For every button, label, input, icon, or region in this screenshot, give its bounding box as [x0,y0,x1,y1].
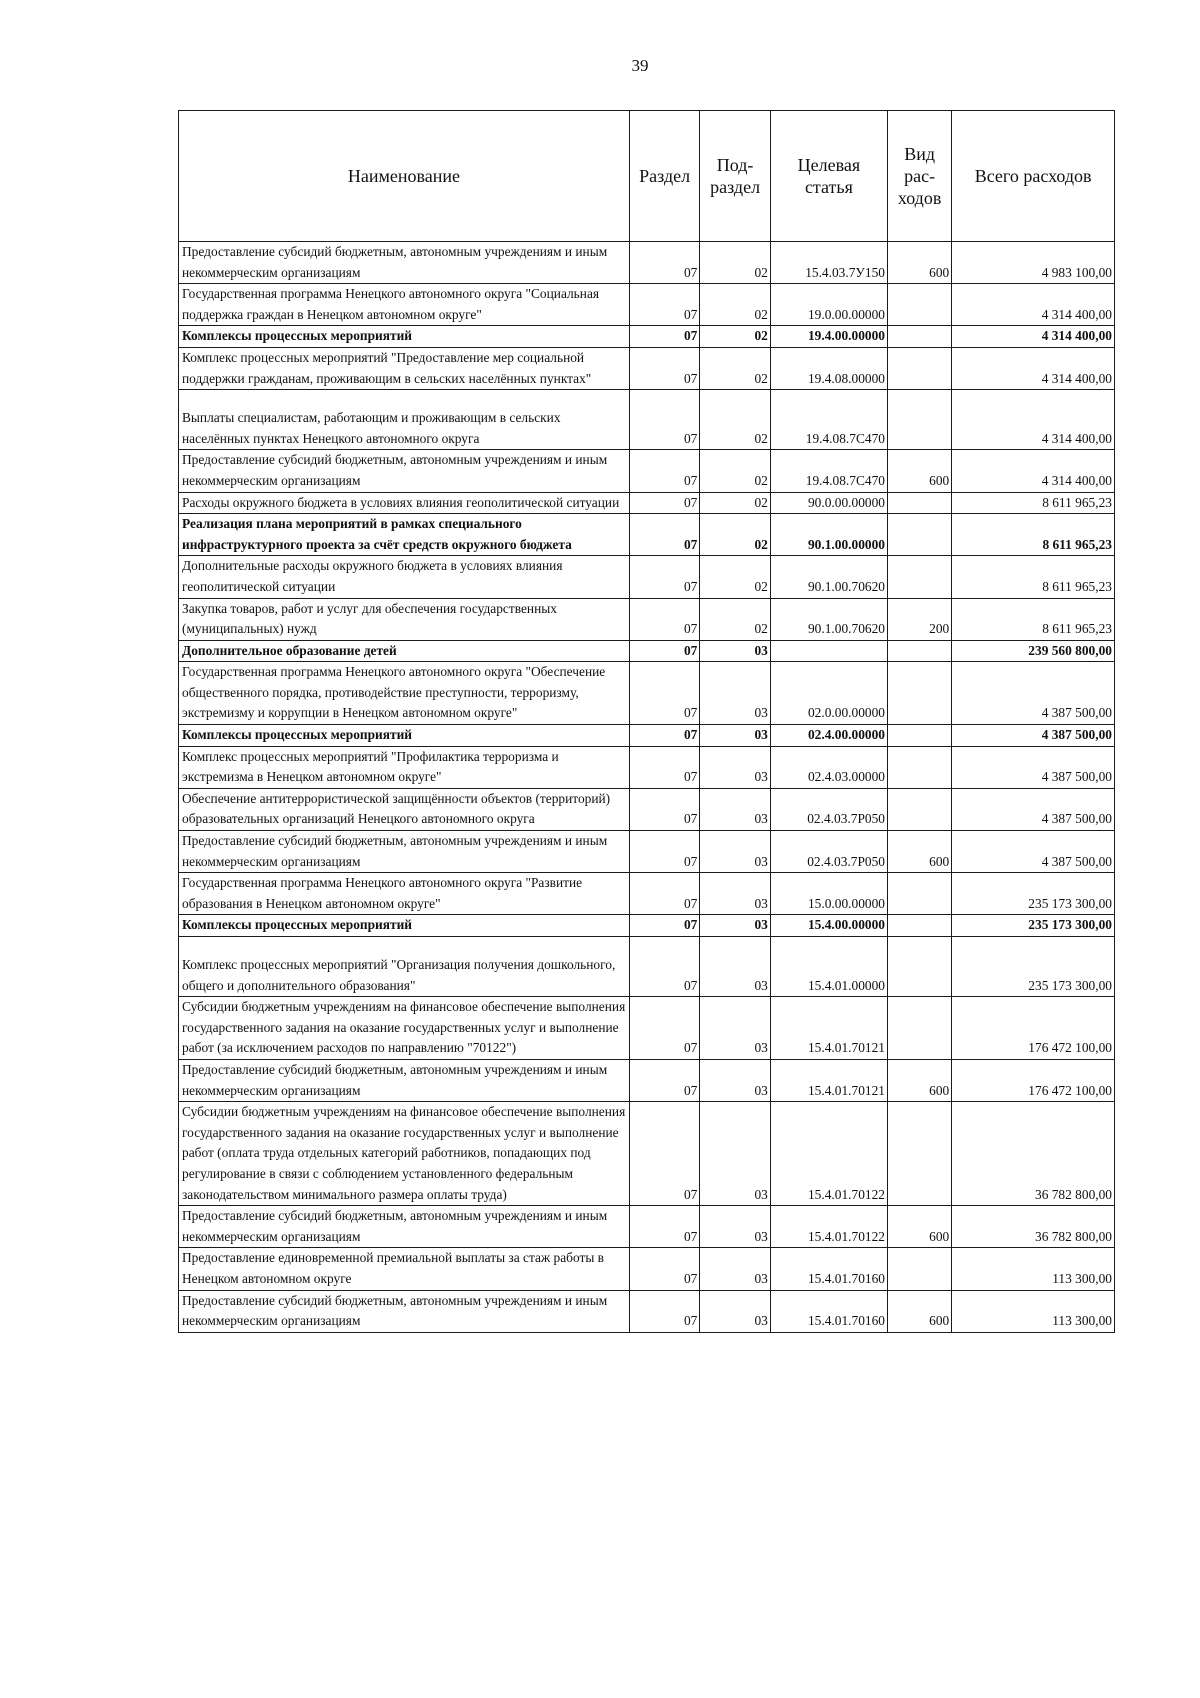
row-total: 36 782 800,00 [952,1102,1115,1206]
row-subsection: 03 [700,725,770,747]
row-subsection: 03 [700,640,770,662]
row-section: 07 [629,514,699,556]
row-total: 113 300,00 [952,1248,1115,1290]
row-section: 07 [629,347,699,389]
header-name: Наименование [179,111,630,242]
row-total: 4 314 400,00 [952,284,1115,326]
budget-table [178,110,1115,1333]
row-expense-kind [887,915,951,937]
row-name: Дополнительные расходы окружного бюджета в условиях влияния геополитической ситуации [179,556,630,598]
table-row [179,492,1115,514]
row-expense-kind [887,937,951,997]
row-target-article: 19.4.08.7С470 [770,450,887,492]
row-expense-kind [887,788,951,830]
row-expense-kind: 600 [887,450,951,492]
row-expense-kind: 600 [887,242,951,284]
row-section: 07 [629,326,699,348]
row-expense-kind [887,347,951,389]
row-target-article [770,640,887,662]
table-row [179,831,1115,873]
table-header-row [179,111,1115,242]
row-total: 4 387 500,00 [952,662,1115,725]
row-subsection: 02 [700,598,770,640]
row-target-article: 15.4.00.00000 [770,915,887,937]
row-total: 4 314 400,00 [952,326,1115,348]
row-name: Предоставление субсидий бюджетным, автономным учреждениям и иным некоммерческим организациям [179,1290,630,1332]
row-expense-kind: 200 [887,598,951,640]
row-target-article: 15.4.01.70122 [770,1206,887,1248]
row-subsection: 03 [700,1290,770,1332]
row-name: Комплекс процессных мероприятий "Организация получения дошкольного, общего и дополнительного образования" [179,937,630,997]
row-subsection: 03 [700,937,770,997]
row-name: Предоставление субсидий бюджетным, автономным учреждениям и иным некоммерческим организациям [179,1059,630,1101]
row-target-article: 90.0.00.00000 [770,492,887,514]
row-expense-kind: 600 [887,831,951,873]
row-total: 36 782 800,00 [952,1206,1115,1248]
row-section: 07 [629,450,699,492]
row-section: 07 [629,1290,699,1332]
row-target-article: 19.4.08.00000 [770,347,887,389]
table-row [179,873,1115,915]
table-row [179,746,1115,788]
row-total: 4 387 500,00 [952,725,1115,747]
table-row [179,514,1115,556]
row-total: 235 173 300,00 [952,937,1115,997]
table-row [179,662,1115,725]
row-target-article: 15.4.01.70160 [770,1290,887,1332]
row-target-article: 15.4.03.7У150 [770,242,887,284]
row-section: 07 [629,390,699,450]
row-subsection: 03 [700,873,770,915]
row-name: Предоставление единовременной премиальной выплаты за стаж работы в Ненецком автономном округе [179,1248,630,1290]
page-number: 39 [631,56,649,75]
row-subsection: 02 [700,242,770,284]
row-expense-kind [887,662,951,725]
row-total: 239 560 800,00 [952,640,1115,662]
row-expense-kind [887,514,951,556]
row-total: 4 983 100,00 [952,242,1115,284]
row-subsection: 02 [700,390,770,450]
row-section: 07 [629,873,699,915]
row-section: 07 [629,937,699,997]
row-expense-kind [887,326,951,348]
row-total: 176 472 100,00 [952,997,1115,1060]
table-row [179,937,1115,997]
row-section: 07 [629,725,699,747]
row-subsection: 03 [700,662,770,725]
row-subsection: 03 [700,997,770,1060]
row-section: 07 [629,915,699,937]
header-target-article: Целевая статья [770,111,887,242]
row-target-article: 19.4.00.00000 [770,326,887,348]
row-name: Комплексы процессных мероприятий [179,725,630,747]
row-subsection: 03 [700,915,770,937]
row-name: Комплексы процессных мероприятий [179,915,630,937]
row-name: Реализация плана мероприятий в рамках специального инфраструктурного проекта за счёт средств окружного бюджета [179,514,630,556]
row-total: 4 387 500,00 [952,831,1115,873]
row-section: 07 [629,997,699,1060]
row-subsection: 03 [700,746,770,788]
row-target-article: 15.4.01.00000 [770,937,887,997]
row-total: 4 314 400,00 [952,390,1115,450]
row-section: 07 [629,831,699,873]
row-expense-kind [887,997,951,1060]
row-subsection: 02 [700,284,770,326]
table-row [179,1248,1115,1290]
row-expense-kind [887,284,951,326]
row-target-article: 15.4.01.70121 [770,997,887,1060]
row-total: 4 314 400,00 [952,450,1115,492]
row-subsection: 03 [700,1248,770,1290]
row-expense-kind [887,640,951,662]
row-section: 07 [629,1248,699,1290]
table-row [179,326,1115,348]
row-target-article: 15.4.01.70121 [770,1059,887,1101]
row-expense-kind [887,556,951,598]
row-subsection: 02 [700,556,770,598]
row-name: Государственная программа Ненецкого автономного округа "Обеспечение общественного порядка, противодействие преступности, терроризму, экстремизму и коррупции в Ненецком автономном округе" [179,662,630,725]
row-section: 07 [629,662,699,725]
row-subsection: 03 [700,831,770,873]
row-target-article: 15.4.01.70122 [770,1102,887,1206]
table-row [179,242,1115,284]
row-subsection: 02 [700,492,770,514]
row-name: Выплаты специалистам, работающим и проживающим в сельских населённых пунктах Ненецкого автономного округа [179,390,630,450]
table-row [179,915,1115,937]
row-expense-kind: 600 [887,1059,951,1101]
row-total: 235 173 300,00 [952,915,1115,937]
row-section: 07 [629,640,699,662]
table-row [179,640,1115,662]
row-section: 07 [629,284,699,326]
table-row [179,725,1115,747]
row-section: 07 [629,1102,699,1206]
row-expense-kind [887,390,951,450]
row-section: 07 [629,1059,699,1101]
row-total: 113 300,00 [952,1290,1115,1332]
row-subsection: 03 [700,1206,770,1248]
row-expense-kind: 600 [887,1290,951,1332]
row-target-article: 02.4.03.7Р050 [770,788,887,830]
row-target-article: 02.4.03.7Р050 [770,831,887,873]
header-subsection: Под-раздел [700,111,770,242]
row-subsection: 02 [700,514,770,556]
row-target-article: 02.4.00.00000 [770,725,887,747]
row-expense-kind: 600 [887,1206,951,1248]
row-target-article: 90.1.00.70620 [770,598,887,640]
table-row [179,1206,1115,1248]
row-total: 4 387 500,00 [952,788,1115,830]
row-name: Комплекс процессных мероприятий "Профилактика терроризма и экстремизма в Ненецком автономном округе" [179,746,630,788]
row-subsection: 03 [700,1102,770,1206]
row-total: 8 611 965,23 [952,598,1115,640]
table-row [179,997,1115,1060]
row-name: Обеспечение антитеррористической защищённости объектов (территорий) образовательных организаций Ненецкого автономного округа [179,788,630,830]
row-subsection: 03 [700,1059,770,1101]
row-expense-kind [887,873,951,915]
row-name: Государственная программа Ненецкого автономного округа "Развитие образования в Ненецком автономном округе" [179,873,630,915]
row-expense-kind [887,725,951,747]
table-row [179,390,1115,450]
row-total: 176 472 100,00 [952,1059,1115,1101]
row-name: Субсидии бюджетным учреждениям на финансовое обеспечение выполнения государственного задания на оказание государственных услуг и выполнение работ (за исключением расходов по направлению "70122") [179,997,630,1060]
row-name: Комплексы процессных мероприятий [179,326,630,348]
table-row [179,1059,1115,1101]
row-name: Государственная программа Ненецкого автономного округа "Социальная поддержка граждан в Ненецком автономном округе" [179,284,630,326]
row-name: Закупка товаров, работ и услуг для обеспечения государственных (муниципальных) нужд [179,598,630,640]
row-target-article: 15.4.01.70160 [770,1248,887,1290]
row-target-article: 90.1.00.00000 [770,514,887,556]
row-section: 07 [629,1206,699,1248]
table-row [179,788,1115,830]
row-expense-kind [887,1248,951,1290]
table-row [179,347,1115,389]
row-target-article: 02.0.00.00000 [770,662,887,725]
row-name: Расходы окружного бюджета в условиях влияния геополитической ситуации [179,492,630,514]
row-name: Предоставление субсидий бюджетным, автономным учреждениям и иным некоммерческим организациям [179,831,630,873]
table-body [179,242,1115,1333]
row-total: 4 314 400,00 [952,347,1115,389]
row-section: 07 [629,598,699,640]
row-section: 07 [629,492,699,514]
row-section: 07 [629,242,699,284]
row-expense-kind [887,746,951,788]
table-row [179,1290,1115,1332]
row-name: Предоставление субсидий бюджетным, автономным учреждениям и иным некоммерческим организациям [179,242,630,284]
row-name: Комплекс процессных мероприятий "Предоставление мер социальной поддержки гражданам, проживающим в сельских населённых пунктах" [179,347,630,389]
row-total: 8 611 965,23 [952,556,1115,598]
header-total-expenses: Всего расходов [952,111,1115,242]
table-row [179,598,1115,640]
header-section: Раздел [629,111,699,242]
row-target-article: 02.4.03.00000 [770,746,887,788]
row-subsection: 02 [700,450,770,492]
table-row [179,450,1115,492]
row-section: 07 [629,746,699,788]
row-target-article: 15.0.00.00000 [770,873,887,915]
row-name: Предоставление субсидий бюджетным, автономным учреждениям и иным некоммерческим организациям [179,450,630,492]
table-row [179,1102,1115,1206]
row-name: Предоставление субсидий бюджетным, автономным учреждениям и иным некоммерческим организациям [179,1206,630,1248]
row-section: 07 [629,788,699,830]
row-total: 8 611 965,23 [952,514,1115,556]
row-subsection: 02 [700,326,770,348]
header-expense-kind: Вид рас-ходов [887,111,951,242]
table-row [179,284,1115,326]
row-subsection: 03 [700,788,770,830]
row-total: 4 387 500,00 [952,746,1115,788]
row-target-article: 19.0.00.00000 [770,284,887,326]
table-row [179,556,1115,598]
row-total: 235 173 300,00 [952,873,1115,915]
row-name: Субсидии бюджетным учреждениям на финансовое обеспечение выполнения государственного задания на оказание государственных услуг и выполнение работ (оплата труда отдельных категорий работников, попадающих под регулирование в связи с соблюдением установленного федеральным законодательством минимального размера оплаты труда) [179,1102,630,1206]
row-expense-kind [887,492,951,514]
row-subsection: 02 [700,347,770,389]
row-total: 8 611 965,23 [952,492,1115,514]
row-target-article: 90.1.00.70620 [770,556,887,598]
row-section: 07 [629,556,699,598]
row-target-article: 19.4.08.7С470 [770,390,887,450]
row-expense-kind [887,1102,951,1206]
row-name: Дополнительное образование детей [179,640,630,662]
